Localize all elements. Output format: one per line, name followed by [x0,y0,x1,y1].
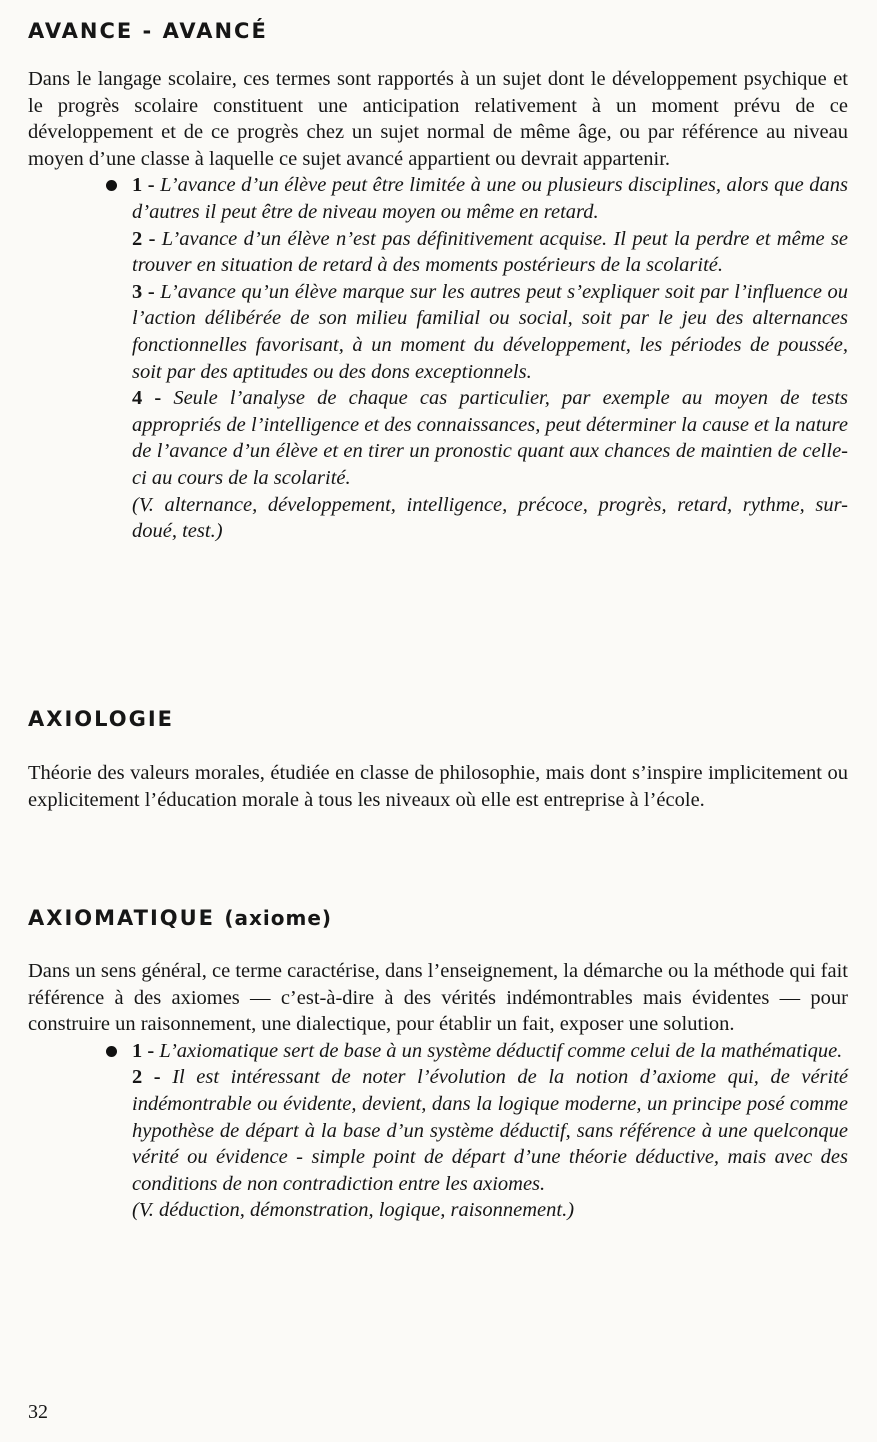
note-item [132,172,848,225]
page-number: 32 [28,1401,48,1423]
note-item [132,385,848,491]
note-text: Seule l’analyse de chaque cas particulier, par exemple au moyen de tests appropriés de l’intelligence et des connaissances, peut déterminer la cause et la nature de l’avance d’un élève et en tirer un pronostic quant aux chances de maintien de celle-ci au cours de la scolarité. [132,387,849,489]
note-text: Il est intéressant de noter l’évolution de la notion d’axiome qui, de vérité indémontrable ou évidente, devient, dans la logique moderne, un principe posé comme hypothèse de départ à la base d’un système déductif, sans référence à une quelconque vérité ou évidence - simple point de départ d’une théorie déductive, mais avec des conditions de non contradiction entre les axiomes. [132,1066,849,1195]
entry-heading [28,706,848,732]
entry-avance [28,18,848,545]
entry-definition: Dans un sens général, ce terme caractérise, dans l’enseignement, la démarche ou la méthode qui fait référence à des axiomes — c’est-à-dire à des vérités indémontrables mais évidentes — pour construire un raisonnement, une dialectique, pour établir un fait, exposer une solution. [28,960,848,1036]
entry-notes [132,1038,848,1224]
entry-definition: Théorie des valeurs morales, étudiée en classe de philosophie, mais dont s’inspire implicitement ou explicitement l’éducation morale à tous les niveaux où elle est entreprise à l’école. [28,762,848,811]
see-also: (V. alternance, développement, intelligence, précoce, progrès, retard, rythme, sur-doué, test.) [132,493,848,543]
note-text: L’axiomatique sert de base à un système déductif comme celui de la mathématique. [159,1039,843,1062]
note-number: 1 - [132,174,155,197]
note-text: L’avance qu’un élève marque sur les autres peut s’expliquer soit par l’influence ou l’action délibérée de son milieu familial ou social, soit par le jeu des alternances fonctionnelles favorisant, à un moment du développement, les périodes de poussée, soit par des aptitudes ou des dons exceptionnels. [132,280,849,383]
note-number: 2 - [132,1066,161,1089]
note-item [132,1038,848,1065]
entry-heading [28,905,848,931]
entry-term: AXIOLOGIE [28,707,174,731]
entry-term: AVANCE - AVANCÉ [28,19,268,43]
entry-notes [132,172,848,544]
note-number: 3 - [132,280,155,303]
note-number: 1 - [132,1039,155,1062]
note-text: L’avance d’un élève n’est pas définitivement acquise. Il peut la perdre et même se trouver en situation de retard à des moments postérieurs de la scolarité. [132,227,849,277]
note-item [132,226,848,279]
see-also: (V. déduction, démonstration, logique, raisonnement.) [132,1199,575,1222]
note-item [132,1064,848,1197]
entry-subterm: (axiome) [224,906,333,930]
note-item [132,279,848,385]
entry-axiomatique [28,905,848,1224]
bullet-icon [106,1046,117,1057]
bullet-icon [106,180,117,191]
note-text: L’avance d’un élève peut être limitée à une ou plusieurs disciplines, alors que dans d’autres il peut être de niveau moyen ou même en retard. [132,174,848,223]
entry-definition: Dans le langage scolaire, ces termes sont rapportés à un sujet dont le développement psychique et le progrès scolaire constituent une anticipation relativement à un moment prévu de ce développement et de ce progrès chez un sujet normal de même âge, ou par référence au niveau moyen d’une classe à laquelle ce sujet avancé appartient ou devrait appartenir. [28,68,848,170]
note-number: 4 - [132,387,162,410]
entry-term: AXIOMATIQUE [28,906,216,930]
entry-heading [28,18,848,44]
note-number: 2 - [132,227,156,250]
entry-axiologie [28,706,848,813]
